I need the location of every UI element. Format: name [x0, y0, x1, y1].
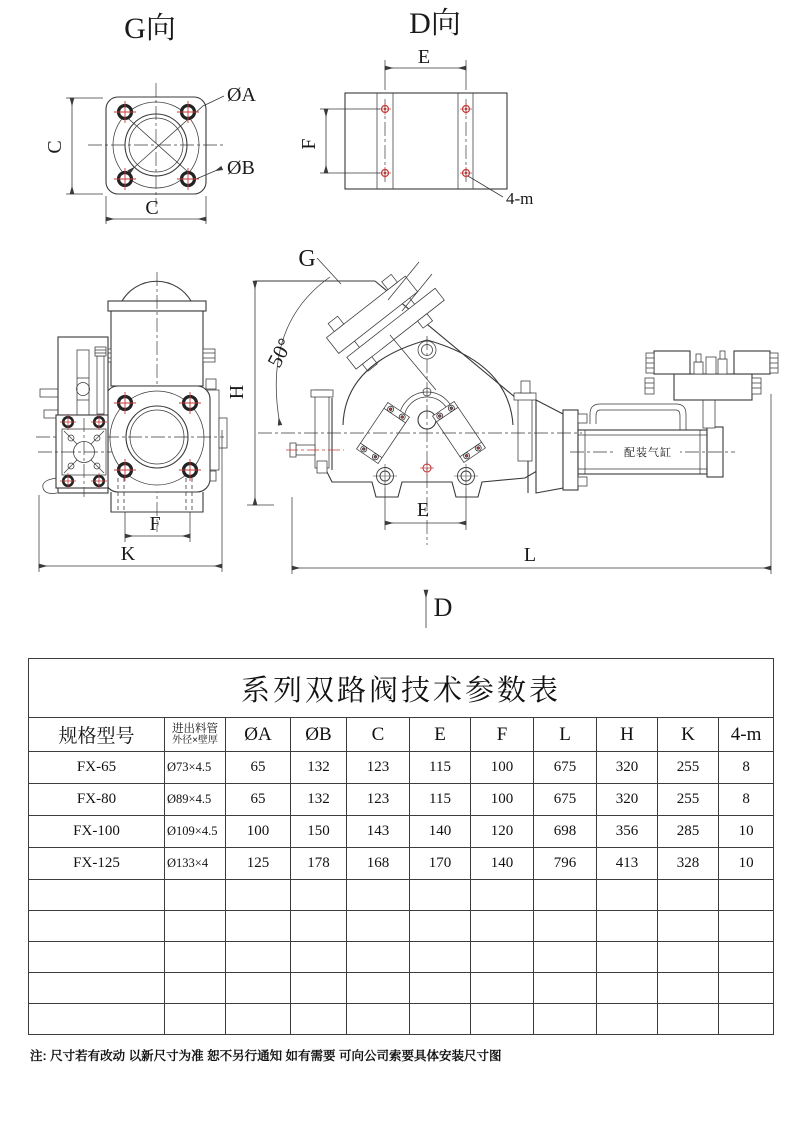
table-header-cell: F	[471, 718, 534, 752]
table-cell	[719, 880, 774, 911]
table-cell	[534, 942, 597, 973]
table-header-cell: ØA	[226, 718, 291, 752]
table-empty-row	[29, 880, 774, 911]
table-cell: 8	[719, 752, 774, 784]
table-cell	[410, 973, 471, 1004]
table-cell: 170	[410, 848, 471, 880]
table-title: 系列双路阀技术参数表	[29, 659, 774, 718]
table-cell: 285	[658, 816, 719, 848]
svg-text:F: F	[298, 138, 320, 150]
front-view	[36, 272, 227, 572]
table-row	[29, 816, 774, 848]
table-cell: 255	[658, 752, 719, 784]
table-cell: Ø109×4.5	[165, 816, 226, 848]
table-cell	[165, 911, 226, 942]
dome-arc	[122, 281, 191, 301]
table-cell	[410, 880, 471, 911]
table-header-cell: L	[534, 718, 597, 752]
table-cell	[597, 880, 658, 911]
g-direction-label: G	[298, 246, 316, 272]
table-cell: 123	[347, 752, 410, 784]
table-cell	[471, 973, 534, 1004]
table-cell	[534, 973, 597, 1004]
table-cell: 125	[226, 848, 291, 880]
table-cell	[29, 1004, 165, 1035]
table-cell	[165, 942, 226, 973]
table-cell: 356	[597, 816, 658, 848]
table-cell: FX-80	[29, 784, 165, 816]
dim-c-bottom	[106, 196, 206, 224]
dim-e-top	[385, 46, 466, 90]
svg-text:E: E	[417, 46, 431, 68]
table-cell	[719, 942, 774, 973]
table-cell	[29, 911, 165, 942]
table-cell: 100	[226, 816, 291, 848]
table-cell	[347, 1004, 410, 1035]
svg-text:D: D	[433, 593, 453, 622]
table-cell	[165, 1004, 226, 1035]
table-cell	[410, 1004, 471, 1035]
table-header-cell: 规格型号	[29, 718, 165, 752]
svg-text:C: C	[44, 140, 66, 154]
v-plate-right	[433, 402, 486, 463]
table-cell: 100	[471, 752, 534, 784]
table-header-cell: H	[597, 718, 658, 752]
table-cell: 178	[291, 848, 347, 880]
table-cell	[534, 1004, 597, 1035]
bracket-outline	[345, 93, 507, 189]
table-cell	[291, 1004, 347, 1035]
dia-b-label: ØB	[227, 157, 255, 179]
dim-e-side	[385, 488, 466, 530]
table-cell	[597, 911, 658, 942]
table-cell	[471, 911, 534, 942]
table-cell: 10	[719, 816, 774, 848]
table-row	[29, 784, 774, 816]
dim-h	[226, 281, 274, 505]
table-cell: 65	[226, 784, 291, 816]
table-cell: FX-100	[29, 816, 165, 848]
table-cell	[658, 973, 719, 1004]
table-cell	[597, 942, 658, 973]
parameter-table	[28, 658, 774, 1035]
table-cell	[719, 973, 774, 1004]
table-row	[29, 848, 774, 880]
side-view	[226, 246, 778, 628]
table-cell: 8	[719, 784, 774, 816]
table-header-cell: 4-m	[719, 718, 774, 752]
table-cell	[719, 1004, 774, 1035]
g-view	[44, 12, 256, 224]
table-cell: Ø89×4.5	[165, 784, 226, 816]
table-cell: 120	[471, 816, 534, 848]
cylinder-flange	[563, 410, 578, 490]
dim-c-left	[44, 98, 103, 194]
table-cell	[719, 911, 774, 942]
table-cell: 675	[534, 784, 597, 816]
cylinder-label: 配装气缸	[624, 447, 672, 459]
table-header-cell: 进出料管 外径×壁厚	[165, 718, 226, 752]
pneumatic-cylinder	[570, 427, 735, 477]
foot-hole	[454, 464, 478, 488]
angle-label: 50°	[262, 334, 298, 372]
table-cell: 115	[410, 752, 471, 784]
table-cell: 796	[534, 848, 597, 880]
table-cell	[226, 880, 291, 911]
table-cell: 143	[347, 816, 410, 848]
d-direction	[426, 590, 452, 628]
table-cell: 10	[719, 848, 774, 880]
table-cell: 413	[597, 848, 658, 880]
table-empty-row	[29, 973, 774, 1004]
table-cell	[471, 1004, 534, 1035]
table-cell	[658, 942, 719, 973]
table-cell	[347, 880, 410, 911]
table-cell	[347, 911, 410, 942]
dia-a-label: ØA	[227, 84, 256, 106]
table-cell: 255	[658, 784, 719, 816]
table-cell: 320	[597, 752, 658, 784]
table-cell	[471, 942, 534, 973]
solenoid-manifold	[645, 351, 778, 428]
table-cell	[471, 880, 534, 911]
air-pipe	[590, 404, 686, 430]
table-header-cell: E	[410, 718, 471, 752]
left-bracket	[286, 390, 344, 473]
table-cell: 65	[226, 752, 291, 784]
table-cell: 140	[471, 848, 534, 880]
table-cell	[226, 911, 291, 942]
table-cell: 328	[658, 848, 719, 880]
table-cell: 100	[471, 784, 534, 816]
g-view-title: G向	[124, 12, 176, 45]
table-cell: FX-125	[29, 848, 165, 880]
table-cell	[658, 1004, 719, 1035]
table-cell: 698	[534, 816, 597, 848]
table-cell	[534, 880, 597, 911]
d-view-title: D向	[409, 7, 461, 40]
table-cell: 675	[534, 752, 597, 784]
table-cell: 320	[597, 784, 658, 816]
table-cell	[291, 942, 347, 973]
table-title-row	[29, 659, 774, 718]
table-cell	[347, 942, 410, 973]
table-cell: Ø73×4.5	[165, 752, 226, 784]
table-cell	[165, 880, 226, 911]
svg-text:K: K	[120, 543, 136, 565]
table-cell	[347, 973, 410, 1004]
table-cell	[29, 880, 165, 911]
table-cell: 132	[291, 752, 347, 784]
table-header-cell: K	[658, 718, 719, 752]
svg-text:H: H	[226, 384, 248, 400]
table-header-cell: C	[347, 718, 410, 752]
table-cell	[291, 911, 347, 942]
table-cell	[291, 973, 347, 1004]
svg-text:F: F	[149, 513, 161, 535]
table-cell	[410, 911, 471, 942]
table-cell	[226, 942, 291, 973]
table-cell: 150	[291, 816, 347, 848]
table-cell: 123	[347, 784, 410, 816]
table-cell	[291, 880, 347, 911]
table-cell	[658, 880, 719, 911]
table-cell	[226, 973, 291, 1004]
left-mechanism	[38, 337, 112, 497]
d-view	[298, 7, 533, 208]
footnote: 注: 尺寸若有改动 以新尺寸为准 恕不另行通知 如有需要 可向公司索要具体安装尺寸图	[30, 1049, 502, 1063]
transition-cone	[536, 400, 563, 493]
body-base	[326, 468, 542, 497]
dim-f-front	[125, 512, 190, 542]
table-empty-row	[29, 1004, 774, 1035]
table-header-cell: ØB	[291, 718, 347, 752]
table-cell	[29, 973, 165, 1004]
svg-text:L: L	[523, 544, 537, 566]
table-cell: 115	[410, 784, 471, 816]
table-cell: 132	[291, 784, 347, 816]
table-cell: 168	[347, 848, 410, 880]
foot-hole	[373, 464, 397, 488]
right-bracket	[514, 381, 536, 461]
table-cell	[29, 942, 165, 973]
table-cell	[534, 911, 597, 942]
table-cell	[658, 911, 719, 942]
table-cell	[597, 1004, 658, 1035]
table-row	[29, 752, 774, 784]
table-cell	[410, 942, 471, 973]
table-empty-row	[29, 942, 774, 973]
table-cell: 140	[410, 816, 471, 848]
table-cell	[597, 973, 658, 1004]
table-header-row	[29, 718, 774, 752]
svg-text:E: E	[416, 499, 430, 521]
table-cell: FX-65	[29, 752, 165, 784]
table-cell	[165, 973, 226, 1004]
table-cell	[226, 1004, 291, 1035]
svg-text:C: C	[145, 197, 159, 219]
table-cell: Ø133×4	[165, 848, 226, 880]
table-empty-row	[29, 911, 774, 942]
svg-text:4-m: 4-m	[506, 189, 534, 208]
